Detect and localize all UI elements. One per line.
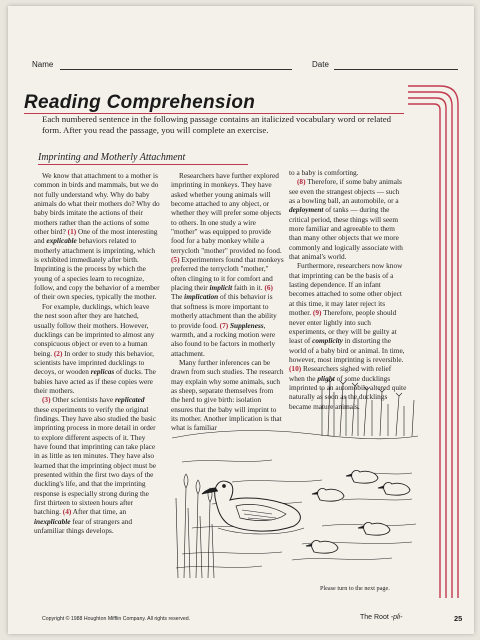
worksheet-page [8, 6, 474, 634]
passage-text: Experimenters found that monkeys preferred the terrycloth "mother," often clinging to it for comfort and placing their [171, 255, 284, 293]
vocabulary-word: complicity [312, 336, 343, 346]
passage-text: fear of strangers and unfamiliar things develops. [34, 516, 133, 536]
passage-text: these experiments to verify the original findings. They have also studied the basic imprinting process in more detail in order to explore different aspects of it. They have found that imprinting can take place in as little as ten minutes. They have also learned that the imprinting object must be presented within the first two days of the duckling's life, and that the imprinting response is especially strong during the first thirteen to sixteen hours after hatching. [34, 404, 157, 517]
date-line [334, 69, 458, 70]
passage-text: of tanks — during the critical period, these things will seem more familiar and agreeable to them than many other objects that we more commonly and logically associate with that animal's world. [289, 205, 403, 262]
passage-text: Researchers sighed with relief when the [289, 364, 392, 383]
passage-text: After that time, an [71, 507, 127, 517]
passage-text: Furthermore, researchers now know that imprinting can be the basis of a lasting dependence. If an infant becomes attached to some other object at this time, it may later reject its mother. [289, 261, 403, 318]
vocabulary-word: implication [184, 292, 219, 302]
copyright-text: Copyright © 1988 Houghton Mifflin Company. All rights reserved. [42, 616, 191, 622]
vocabulary-word: inexplicable [34, 516, 71, 526]
passage-text: The [171, 292, 185, 302]
passage-text: behaviors related to motherly attachment is imprinting, which is exhibited immediately after birth. Imprinting is the process by which the young of a species learn to recognize, follow, and copy the behavior of a member of their own species, typically the mother. [34, 236, 160, 302]
passage-text: , warmth, and a rocking motion were also found to be factors in motherly attachment. [171, 320, 276, 358]
vocabulary-word: deployment [289, 205, 324, 215]
name-label: Name [32, 60, 54, 69]
page-title: Reading Comprehension [24, 92, 256, 113]
sentence-number: (8) [297, 177, 306, 187]
sentence-number: (3) [42, 395, 51, 405]
root-word: -pli- [390, 614, 403, 621]
passage-text: In order to study this behavior, scientists have imprinted ducklings to decoys, or wooden [34, 348, 154, 377]
passage-text: One of the most interesting and [34, 227, 158, 246]
mother-duck [202, 481, 304, 534]
passage-text: Therefore, people should never enter lightly into such experiments, or they will be guilty at least of [289, 308, 397, 346]
root-label-text: The Root [360, 614, 389, 621]
sentence-number: (9) [312, 308, 322, 318]
passage-text: faith in it. [232, 283, 265, 293]
passage-text: For example, ducklings, which leave the nest soon after they are hatched, usually follow their mothers. However, ducklings can be imprinted to almost any conspicuous object or even to a human being. [34, 301, 155, 358]
root-label [360, 614, 402, 621]
ducks-on-pond-illustration [172, 378, 418, 578]
passage-paragraph [34, 395, 160, 535]
passage-paragraph [34, 171, 160, 302]
passage-text: to a baby is comforting. [289, 168, 359, 177]
passage-paragraph [34, 302, 160, 395]
passage-column-3 [289, 168, 407, 411]
passage-text: Therefore, if some baby animals see even the strangest objects — such as a bowling ball, an automobile, or a [289, 177, 402, 206]
duckling-4 [358, 522, 390, 535]
vocabulary-word: replicated [114, 395, 145, 405]
duckling-1 [312, 488, 344, 501]
passage-text: We know that attachment to a mother is common in birds and mammals, but we do not fully understand why. Why do baby animals do what their mothers do? Why do baby birds imitate the actions of their mothers rather than the actions of some other bird? [34, 171, 160, 237]
passage-title-underline [38, 164, 248, 165]
passage-text: of this behavior is that softness is more important to motherly attachment than the ability to provide food. [171, 292, 277, 330]
name-line [60, 69, 292, 70]
vocabulary-word: replicas [90, 367, 115, 377]
date-label: Date [312, 60, 329, 69]
passage-text: Many further inferences can be drawn from such studies. The research may explain why some animals, such as sheep, separate themselves from the herd to give birth: isolation ensures that the baby will imprint to its mother. Another implication is that what is familiar [171, 357, 284, 433]
sentence-number: (6) [264, 283, 273, 293]
passage-text: in distorting the world of a baby bird or animal. In time, however, most imprinting is reversible. [289, 336, 405, 364]
duckling-5 [306, 540, 338, 553]
page-number: 25 [454, 614, 463, 623]
sentence-number: (4) [62, 507, 72, 517]
passage-paragraph [171, 171, 284, 358]
duckling-2 [346, 470, 378, 483]
vocabulary-word: explicable [46, 236, 77, 246]
vocabulary-word: Suppleness [229, 320, 264, 330]
vocabulary-word: implicit [209, 283, 233, 293]
sentence-number: (7) [219, 320, 229, 330]
vocabulary-word: plight [317, 373, 335, 383]
sentence-number: (2) [53, 348, 63, 358]
turn-page-note: Please turn to the next page. [320, 585, 390, 592]
instructions-text: Each numbered sentence in the following passage contains an italicized vocabulary word or related form. After you read the passage, you will complete an exercise. [42, 114, 392, 135]
passage-column-1 [34, 171, 160, 535]
sentence-number: (10) [289, 364, 302, 374]
passage-paragraph [289, 168, 407, 177]
passage-text: of ducks. The babies have acted as if these copies were their mothers. [34, 367, 156, 395]
sentence-number: (1) [67, 227, 77, 237]
passage-text: of some ducklings imprinted to an automobile altered quite naturally as soon as the ducklings became mature animals. [289, 373, 407, 411]
passage-text: Other scientists have [50, 395, 115, 405]
passage-text: Researchers have further explored imprinting in monkeys. They have asked whether young animals will become attached to any object, or whether they will prefer some objects to others. In one study a wire "mother" was equipped to provide food for a baby monkey while a terrycloth "mother" provided no food. [171, 171, 282, 255]
passage-title: Imprinting and Motherly Attachment [38, 152, 186, 163]
sentence-number: (5) [171, 255, 180, 265]
passage-paragraph [289, 177, 407, 261]
duckling-3 [378, 482, 410, 495]
